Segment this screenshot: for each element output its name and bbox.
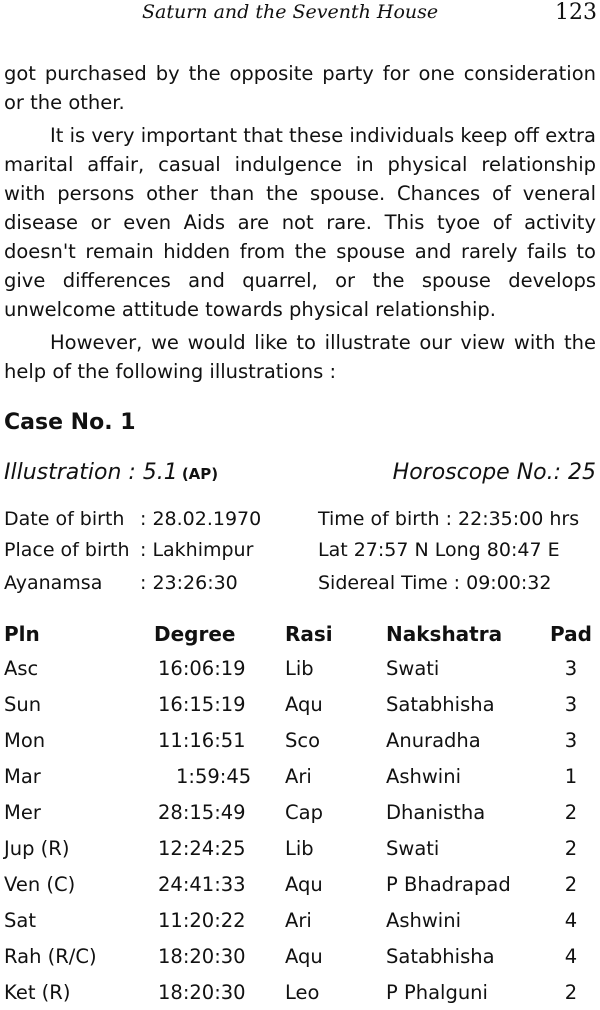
cell-nakshatra: Swati (386, 836, 440, 860)
place-label: Place of birth (4, 539, 130, 561)
cell-planet: Mon (4, 728, 46, 752)
cell-rasi: Lib (285, 836, 314, 860)
cell-rasi: Aqu (285, 692, 323, 716)
table-row (4, 866, 598, 902)
cell-planet: Ket (R) (4, 980, 71, 1004)
table-row (4, 758, 598, 794)
table-row (4, 902, 598, 938)
cell-pad: 2 (564, 836, 578, 860)
cell-planet: Ven (C) (4, 872, 76, 896)
cell-degree: 11:16:51 (158, 728, 246, 752)
ayanamsa-label: Ayanamsa (4, 572, 103, 594)
cell-planet: Jup (R) (4, 836, 70, 860)
header-pln: Pln (4, 622, 40, 646)
horoscope-number: Horoscope No.: 25 (392, 460, 596, 485)
cell-rasi: Sco (285, 728, 321, 752)
cell-nakshatra: Ashwini (386, 908, 462, 932)
cell-planet: Sun (4, 692, 42, 716)
table-row (4, 830, 598, 866)
illustration-label (4, 460, 218, 485)
cell-nakshatra: P Bhadrapad (386, 872, 511, 896)
cell-degree: 1:59:45 (176, 764, 252, 788)
table-row (4, 794, 598, 830)
paragraph-1: got purchased by the opposite party for one consideration or the other. (4, 62, 596, 114)
cell-rasi: Leo (285, 980, 320, 1004)
cell-pad: 4 (564, 944, 578, 968)
cell-nakshatra: P Phalguni (386, 980, 488, 1004)
illustration-tag: (AP) (181, 465, 219, 483)
cell-rasi: Ari (285, 764, 312, 788)
table-row (4, 938, 598, 974)
table-row (4, 686, 598, 722)
case-heading: Case No. 1 (4, 410, 136, 435)
cell-degree: 24:41:33 (158, 872, 246, 896)
illustration-row (4, 460, 596, 492)
cell-pad: 2 (564, 872, 578, 896)
paragraph-2: It is very important that these individuals keep off extra marital affair, casual indulgence in physical relationship with persons other than the spouse. Chances of veneral disease or even Aids are not rare. This tyoe of activity doesn't remain hidden from the spouse and rarely fails to give differences and quarrel, or the spouse develops unwelcome attitude towards physical relationship. (4, 124, 596, 321)
cell-degree: 11:20:22 (158, 908, 246, 932)
header-rasi: Rasi (285, 622, 333, 646)
cell-planet: Sat (4, 908, 36, 932)
cell-pad: 2 (564, 800, 578, 824)
cell-rasi: Lib (285, 656, 314, 680)
cell-pad: 3 (564, 656, 578, 680)
cell-planet: Mer (4, 800, 41, 824)
cell-nakshatra: Swati (386, 656, 440, 680)
planet-table (4, 618, 598, 1010)
birth-place-row (4, 539, 598, 569)
cell-degree: 12:24:25 (158, 836, 246, 860)
place-value: : Lakhimpur (140, 539, 254, 561)
sidereal-time: Sidereal Time : 09:00:32 (318, 572, 552, 594)
table-row (4, 722, 598, 758)
ayanamsa-value: : 23:26:30 (140, 572, 238, 594)
cell-pad: 4 (564, 908, 578, 932)
table-row (4, 974, 598, 1010)
cell-pad: 3 (564, 692, 578, 716)
cell-nakshatra: Satabhisha (386, 692, 495, 716)
cell-degree: 16:06:19 (158, 656, 246, 680)
date-value: : 28.02.1970 (140, 508, 262, 530)
cell-degree: 28:15:49 (158, 800, 246, 824)
cell-nakshatra: Ashwini (386, 764, 462, 788)
cell-pad: 3 (564, 728, 578, 752)
cell-nakshatra: Anuradha (386, 728, 481, 752)
running-title: Saturn and the Seventh House (142, 1, 439, 23)
table-header-row (4, 618, 598, 650)
cell-nakshatra: Dhanistha (386, 800, 486, 824)
cell-pad: 2 (564, 980, 578, 1004)
cell-pad: 1 (564, 764, 578, 788)
birth-date-row (4, 508, 598, 538)
page-number: 123 (555, 0, 597, 25)
date-label: Date of birth (4, 508, 125, 530)
header-pad: Pad (550, 622, 592, 646)
cell-rasi: Aqu (285, 872, 323, 896)
cell-degree: 16:15:19 (158, 692, 246, 716)
cell-rasi: Ari (285, 908, 312, 932)
ayanamsa-row (4, 572, 598, 602)
cell-degree: 18:20:30 (158, 944, 246, 968)
header-nakshatra: Nakshatra (386, 622, 503, 646)
paragraph-3: However, we would like to illustrate our view with the help of the following illustrations : (4, 331, 596, 383)
lat-long: Lat 27:57 N Long 80:47 E (318, 539, 560, 561)
cell-rasi: Cap (285, 800, 323, 824)
cell-planet: Rah (R/C) (4, 944, 97, 968)
header-degree: Degree (154, 622, 236, 646)
cell-rasi: Aqu (285, 944, 323, 968)
page-header (0, 0, 600, 32)
cell-degree: 18:20:30 (158, 980, 246, 1004)
birth-time: Time of birth : 22:35:00 hrs (318, 508, 580, 530)
cell-nakshatra: Satabhisha (386, 944, 495, 968)
cell-planet: Mar (4, 764, 41, 788)
cell-planet: Asc (4, 656, 39, 680)
illustration-number: Illustration : 5.1 (4, 460, 178, 485)
table-row (4, 650, 598, 686)
